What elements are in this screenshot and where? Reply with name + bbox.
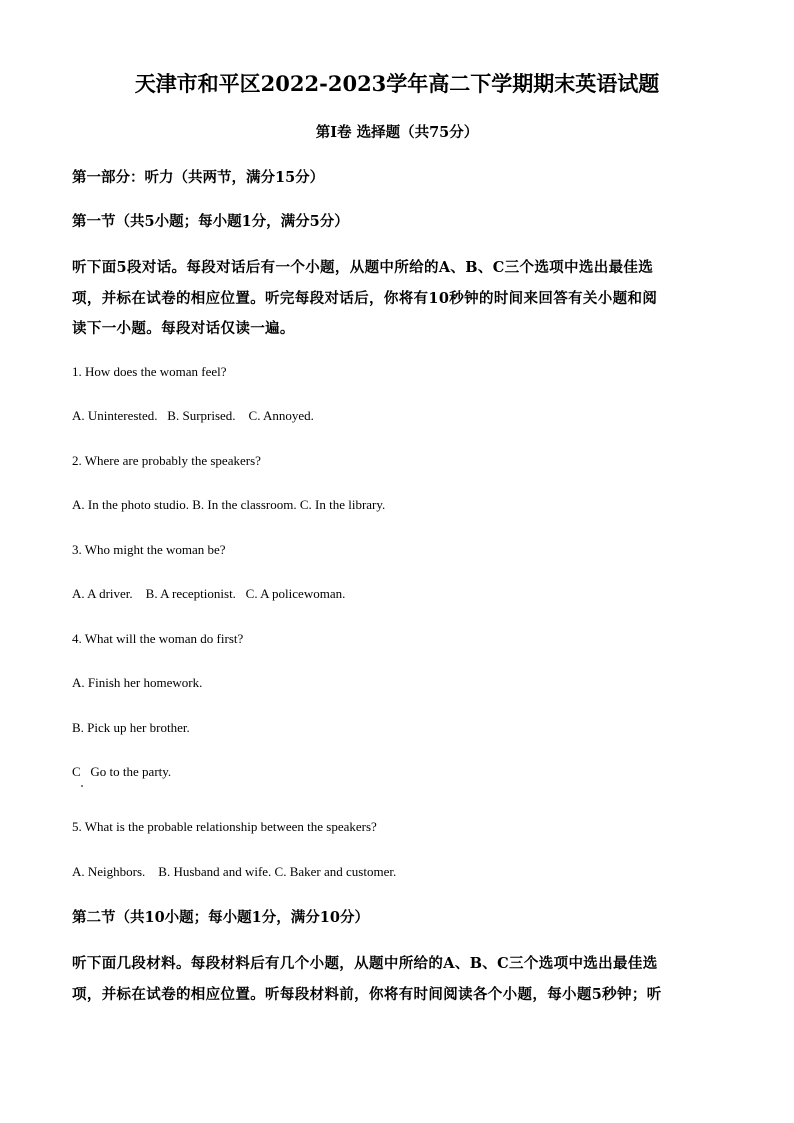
paper-subtitle: 第Ⅰ卷 选择题（共75分） bbox=[315, 124, 479, 141]
question-5-stem: 5. What is the probable relationship between the speakers? bbox=[72, 819, 377, 834]
question-5-options: A. Neighbors. B. Husband and wife. C. Baker and customer. bbox=[72, 864, 397, 879]
part1-heading: 第一部分：听力（共两节，满分15分） bbox=[72, 169, 325, 186]
question-1-options: A. Uninterested. B. Surprised. C. Annoyed. bbox=[72, 408, 314, 423]
question-2-stem: 2. Where are probably the speakers? bbox=[72, 453, 261, 468]
section2-heading: 第二节（共10小题；每小题1分，满分10分） bbox=[72, 909, 369, 926]
page-title: 天津市和平区2022-2023学年高二下学期期末英语试题 bbox=[134, 71, 660, 96]
question-1-stem: 1. How does the woman feel? bbox=[72, 364, 227, 379]
section1-instruction-line-1: 听下面5段对话。每段对话后有一个小题，从题中所给的A、B、C三个选项中选出最佳选 bbox=[72, 259, 654, 276]
section1-instruction-line-3: 读下一小题。每段对话仅读一遍。 bbox=[72, 320, 295, 337]
section1-instruction-line-2: 项，并标在试卷的相应位置。听完每段对话后，你将有10秒钟的时间来回答有关小题和阅 bbox=[72, 290, 658, 307]
section2-instruction-line-1: 听下面几段材料。每段材料后有几个小题，从题中所给的A、B、C三个选项中选出最佳选 bbox=[72, 955, 658, 972]
section2-instruction-line-2: 项，并标在试卷的相应位置。听每段材料前，你将有时间阅读各个小题，每小题5秒钟；听 bbox=[72, 986, 662, 1003]
question-3-options: A. A driver. B. A receptionist. C. A policewoman. bbox=[72, 586, 346, 601]
question-4-option-c: C Go to the party. bbox=[72, 764, 172, 779]
question-4-option-a: A. Finish her homework. bbox=[72, 675, 203, 690]
section1-heading: 第一节（共5小题；每小题1分，满分5分） bbox=[72, 213, 349, 230]
question-4-stem: 4. What will the woman do first? bbox=[72, 631, 244, 646]
stray-dot-mark bbox=[81, 785, 83, 787]
question-3-stem: 3. Who might the woman be? bbox=[72, 542, 226, 557]
question-2-options: A. In the photo studio. B. In the classroom. C. In the library. bbox=[72, 497, 386, 512]
question-4-option-b: B. Pick up her brother. bbox=[72, 720, 190, 735]
